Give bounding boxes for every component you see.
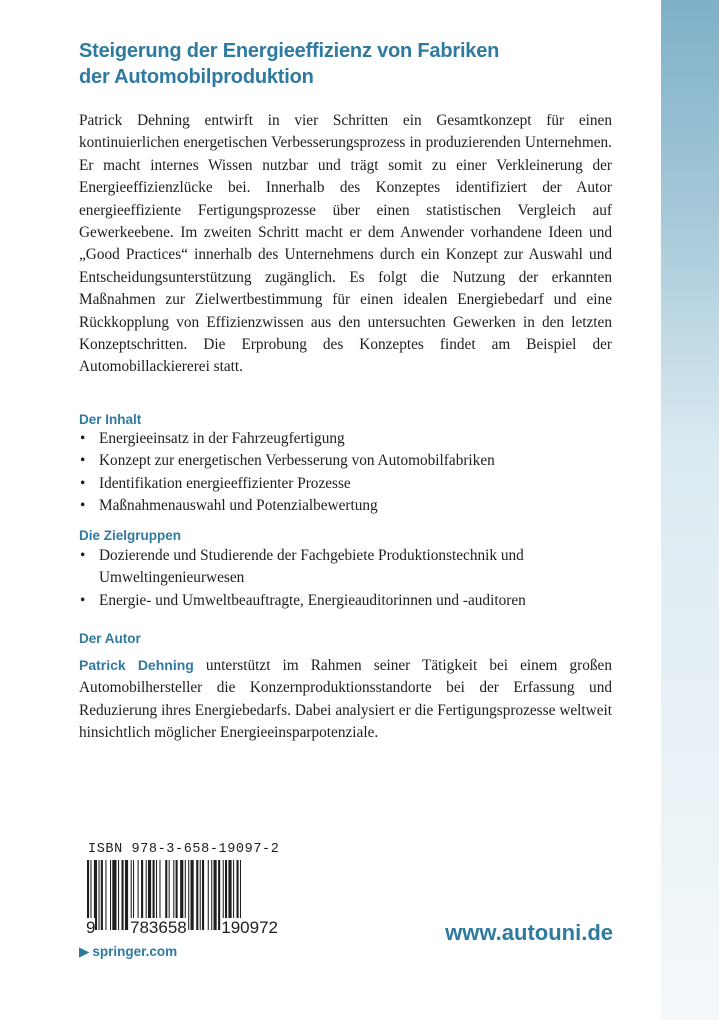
isbn-number: ISBN 978-3-658-19097-2 — [88, 842, 280, 857]
audience-heading: Die Zielgruppen — [79, 528, 182, 543]
bullet-icon: • — [80, 547, 86, 564]
bullet-icon: • — [80, 497, 86, 515]
bullet-icon: • — [80, 474, 86, 492]
intro-paragraph: Patrick Dehning entwirft in vier Schritten ein Gesamtkonzept für einen kontinuierlichen energetischen Verbesserungsprozess in produzierenden Unternehmen. Er macht internes Wissen nutzbar und trägt somit zu einer Verkleinerung der Energieeffizienzlücke bei. Innerhalb des Konzeptes identifiziert der Autor energieeffiziente Fertigungsprozesse über einen statistischen Vergleich auf Gewerkeebene. Im zweiten Schritt macht er dem Anwender vorhandene Ideen und „Good Practices“ innerhalb des Unternehmens durch ein Konzept zur Auswahl und Entscheidungsunterstützung zugänglich. Es folgt die Nutzung der erkannten Maßnahmen zur Zielwertbestimmung für einen idealen Energiebedarf und eine Rückkopplung von Effizienzwissen aus den untersuchten Gewerken in den letzten Konzeptschritten. Die Erprobung des Konzeptes findet am Beispiel der Automobillackiererei statt. — [79, 112, 612, 376]
side-color-band — [661, 0, 719, 1020]
book-title — [79, 38, 639, 90]
barcode-digits — [86, 918, 278, 938]
list-item: • Dozierende und Studierende der Fachgebiete Produktionstechnik und Umweltingenieurwesen — [80, 547, 524, 587]
author-bio: unterstützt im Rahmen seiner Tätigkeit bei einem großen Automobilhersteller die Konzernproduktionsstandorte bei der Erfassung und Reduzierung ihres Energiebedarfs. Dabei analysiert er die Fertigungsprozesse weltweit hinsichtlich möglicher Energieeinsparpotenziale. — [79, 657, 612, 742]
publisher-label: springer.com — [92, 944, 178, 959]
author-paragraph — [79, 654, 612, 745]
list-item: • Energieeinsatz in der Fahrzeugfertigung — [79, 428, 619, 450]
title-line-2: der Automobilproduktion — [79, 66, 314, 88]
arrow-right-icon: ▶ — [79, 944, 90, 959]
list-item: • Konzept zur energetischen Verbesserung von Automobilfabriken — [79, 450, 619, 472]
list-item: • Identifikation energieeffizienter Prozesse — [79, 473, 619, 495]
website-link[interactable]: www.autouni.de — [445, 920, 613, 945]
list-item: • Energie- und Umweltbeauftragte, Energieauditorinnen und -auditoren — [79, 590, 579, 612]
list-item: • Maßnahmenauswahl und Potenzialbewertung — [79, 495, 619, 517]
publisher-link[interactable] — [79, 944, 177, 960]
bullet-icon: • — [80, 591, 86, 609]
title-line-1: Steigerung der Energieeffizienz von Fabriken — [79, 40, 500, 62]
author-heading: Der Autor — [79, 631, 141, 646]
contents-list — [79, 428, 619, 518]
bullet-icon: • — [80, 452, 86, 470]
contents-heading: Der Inhalt — [79, 412, 142, 427]
bullet-icon: • — [80, 430, 86, 447]
barcode-digit-group: 190972 — [221, 918, 278, 937]
author-name: Patrick Dehning — [79, 657, 194, 673]
audience-list — [79, 545, 579, 612]
barcode-digit-group: 9 — [86, 918, 96, 937]
barcode-digit-group: 783658 — [130, 918, 187, 937]
